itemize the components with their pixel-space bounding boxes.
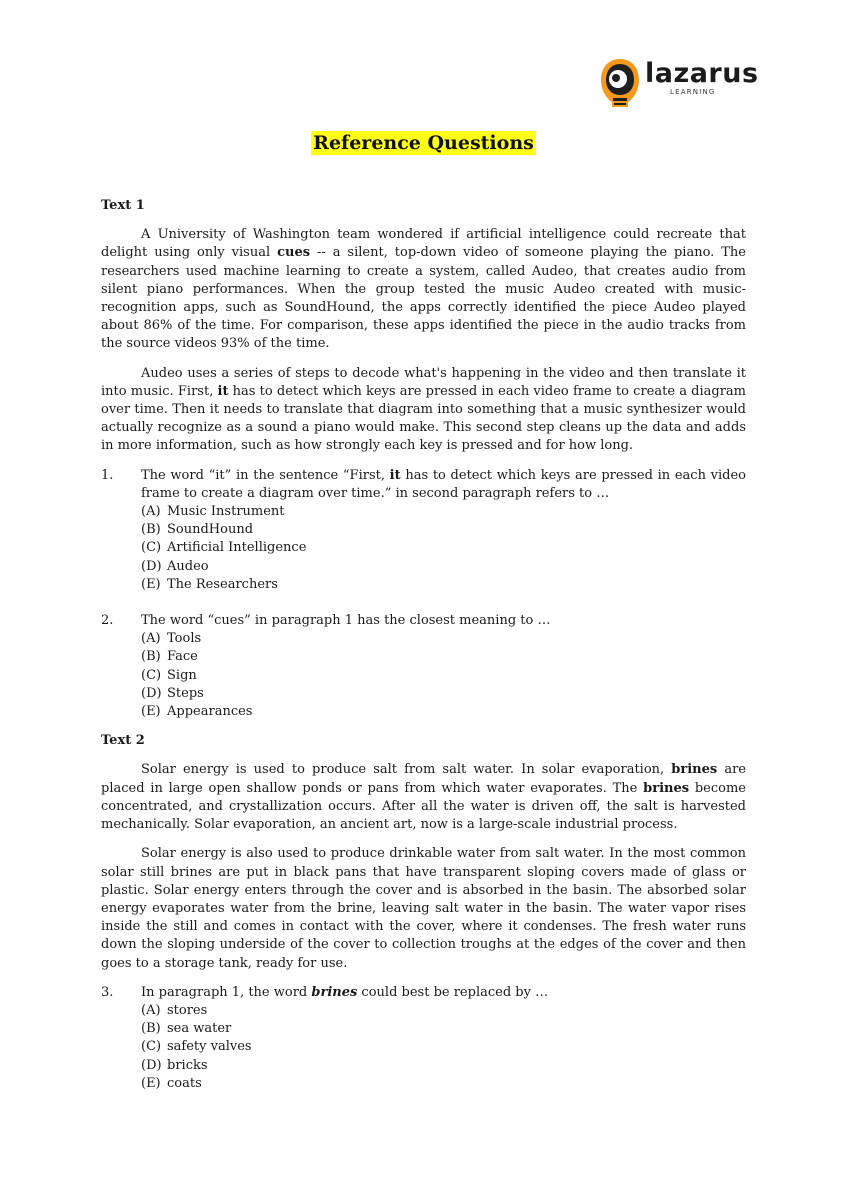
question-1-stem: The word “it” in the sentence “First, it has to detect which keys are pressed in each video frame to create a diagram over time.” in second paragraph refers to … [141, 467, 746, 501]
text2-heading: Text 2 [101, 733, 145, 749]
question-2 [101, 612, 746, 630]
option-row[interactable]: (C) safety valves [141, 1039, 252, 1055]
option-row[interactable]: (C) Artificial Intelligence [141, 540, 307, 556]
page-title: Reference Questions [313, 132, 534, 154]
question-1-options [141, 503, 746, 594]
text1-heading: Text 1 [101, 198, 145, 213]
question-3 [101, 984, 746, 1002]
text1-paragraph-1: A University of Washington team wondered if artificial intelligence could recreate that delight using only visual cues -- a silent, top-down video of someone playing the piano. The researchers used machine learning to create a system, called Audeo, that creates audio from silent piano performances. When the group tested the music Audeo created with music-recognition apps, such as SoundHound, the apps correctly identified the piece Audeo played about 86% of the time. For comparison, these apps identified the piece in the audio tracks from the source videos 93% of the time. [101, 227, 746, 352]
option-row[interactable]: (E) coats [141, 1075, 202, 1091]
logo-brand-text: lazarus [645, 58, 759, 89]
option-row[interactable]: (E) The Researchers [141, 576, 278, 592]
helmet-icon [598, 56, 642, 110]
option-row[interactable]: (D) Steps [141, 685, 204, 701]
option-row[interactable]: (B) sea water [141, 1021, 232, 1037]
option-row[interactable]: (D) Audeo [141, 558, 209, 574]
document-body [101, 197, 746, 1093]
option-row[interactable]: (B) Face [141, 649, 198, 665]
option-row[interactable]: (A) Music Instrument [141, 504, 285, 520]
question-3-stem: In paragraph 1, the word brines could best be replaced by … [141, 984, 549, 1000]
question-1-number: 1. [101, 467, 114, 483]
question-3-number: 3. [101, 984, 114, 1000]
question-3-options [141, 1002, 746, 1093]
option-row[interactable]: (D) bricks [141, 1057, 208, 1073]
logo-sub-text: LEARNING [670, 88, 716, 96]
text1-paragraph-2: Audeo uses a series of steps to decode what's happening in the video and then translate it into music. First, it has to detect which keys are pressed in each video frame to create a diagram over time. Then it needs to translate that diagram into something that a music synthesizer would actually recognize as a sound a piano would make. This second step cleans up the data and adds in more information, such as how strongly each key is pressed and for how long. [101, 365, 746, 454]
option-row[interactable]: (A) stores [141, 1002, 208, 1018]
question-2-number: 2. [101, 613, 114, 629]
text2-paragraph-2: Solar energy is also used to produce drinkable water from salt water. In the most common solar still brines are put in black pans that have transparent sloping covers made of glass or plastic. Solar energy enters through the cover and is absorbed in the basin. The absorbed solar energy evaporates water from the brine, leaving salt water in the basin. The water vapor rises inside the still and comes in contact with the cover, where it condenses. The fresh water runs down the sloping underside of the cover to collection troughs at the edges of the cover and then goes to a storage tank, ready for use. [101, 846, 746, 971]
option-row[interactable]: (B) SoundHound [141, 522, 254, 538]
option-row[interactable]: (A) Tools [141, 631, 202, 647]
question-2-stem: The word “cues” in paragraph 1 has the closest meaning to … [141, 613, 551, 629]
lazarus-logo [598, 56, 759, 110]
question-2-options [141, 630, 746, 721]
text2-paragraph-1: Solar energy is used to produce salt from salt water. In solar evaporation, brines are placed in large open shallow ponds or pans from which water evaporates. The brines become concentrated, and crystallization occurs. After all the water is driven off, the salt is harvested mechanically. Solar evaporation, an ancient art, now is a large-scale industrial process. [101, 762, 746, 833]
option-row[interactable]: (E) Appearances [141, 704, 253, 720]
question-1 [101, 467, 746, 503]
option-row[interactable]: (C) Sign [141, 667, 197, 683]
